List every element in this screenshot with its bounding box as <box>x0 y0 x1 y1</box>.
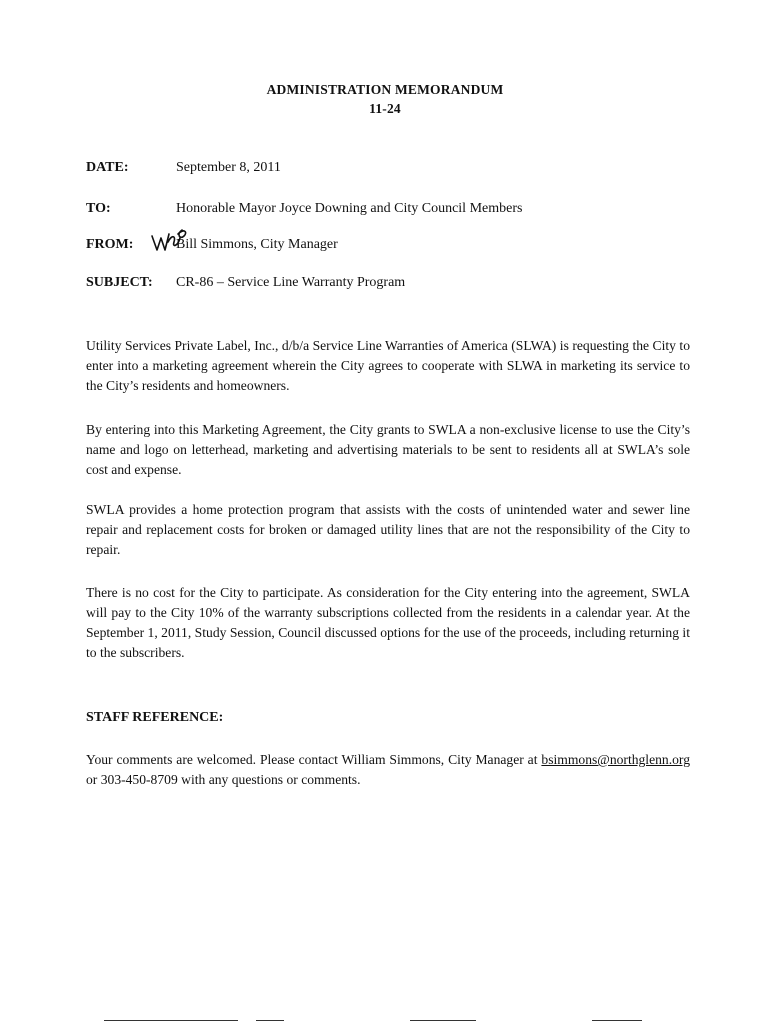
footer-rule-left <box>104 1020 238 1021</box>
staff-reference-text-after: or 303-450-8709 with any questions or comments. <box>86 772 361 787</box>
subject-value: CR-86 – Service Line Warranty Program <box>176 275 406 290</box>
staff-reference-text <box>86 750 690 790</box>
email-link[interactable]: bsimmons@northglenn.org <box>541 752 690 767</box>
staff-reference-heading: STAFF REFERENCE: <box>86 710 224 725</box>
from-label: FROM: <box>86 237 134 252</box>
paragraph-slwa-request: Utility Services Private Label, Inc., d/b/a Service Line Warranties of America (SLWA) is requesting the City to enter into a marketing agreement wherein the City agrees to cooperate with SLWA in marketing its service to the City’s residents and homeowners. <box>86 338 690 393</box>
footer-rule-right <box>410 1020 476 1021</box>
footer-rule-mid <box>256 1020 284 1021</box>
from-value: Bill Simmons, City Manager <box>176 237 338 252</box>
paragraph-license-grant: By entering into this Marketing Agreement, the City grants to SWLA a non-exclusive license to use the City’s name and logo on letterhead, marketing and advertising materials to be sent to residents all at SWLA’s sole cost and expense. <box>86 422 690 477</box>
date-value: September 8, 2011 <box>176 160 281 175</box>
staff-reference-text-before: Your comments are welcomed. Please contact William Simmons, City Manager at <box>86 752 542 767</box>
to-value: Honorable Mayor Joyce Downing and City Council Members <box>176 201 523 216</box>
memo-number: 11-24 <box>369 101 401 116</box>
date-label: DATE: <box>86 160 129 175</box>
memo-title: ADMINISTRATION MEMORANDUM <box>266 82 504 97</box>
subject-label: SUBJECT: <box>86 275 153 290</box>
paragraph-cost-consideration: There is no cost for the City to participate. As consideration for the City entering into the agreement, SWLA will pay to the City 10% of the warranty subscriptions collected from the residents in a calendar year. At the September 1, 2011, Study Session, Council discussed options for the use of the proceeds, including returning it to the subscribers. <box>86 585 690 660</box>
paragraph-protection-program: SWLA provides a home protection program that assists with the costs of unintended water and sewer line repair and replacement costs for broken or damaged utility lines that are not the responsibility of the City to repair. <box>86 502 690 557</box>
to-label: TO: <box>86 201 111 216</box>
footer-rule-far-right <box>592 1020 642 1021</box>
